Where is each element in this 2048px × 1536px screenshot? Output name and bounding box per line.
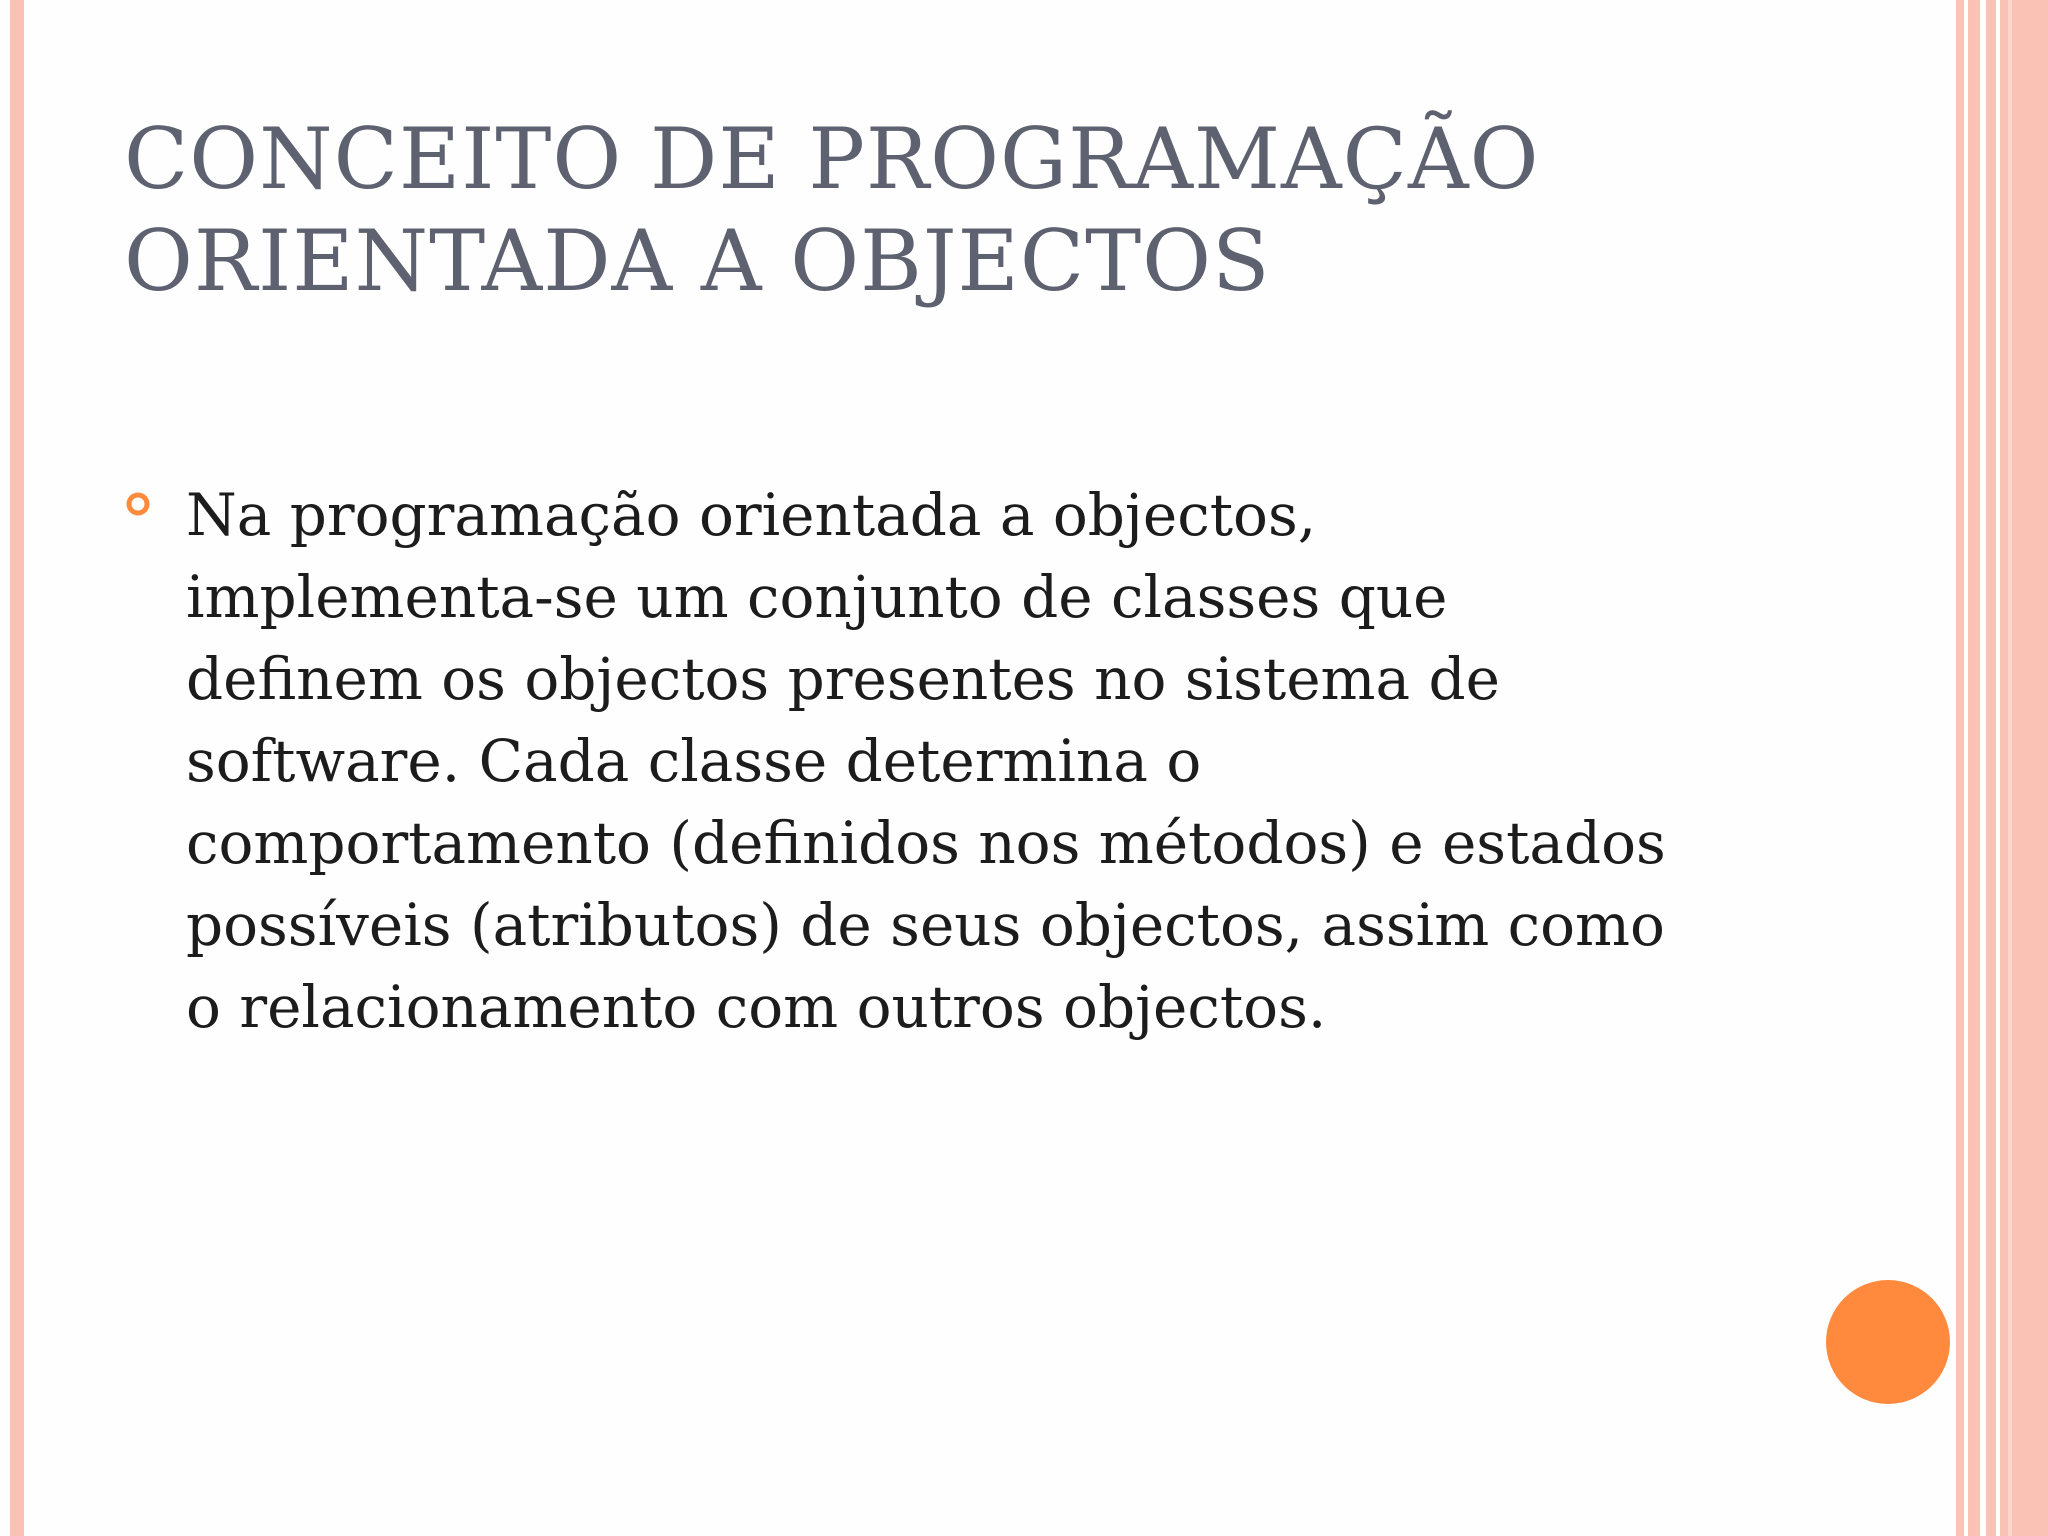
- left-border-stripe: [10, 0, 24, 1536]
- slide-title: [124, 108, 1884, 312]
- right-border-stripe: [1986, 0, 1996, 1536]
- slide-title-line: CONCEITO DE PROGRAMAÇÃO: [124, 110, 1540, 208]
- decorative-orange-circle: [1826, 1280, 1950, 1404]
- right-border-stripe: [1956, 0, 1964, 1536]
- bullet-text-line: possíveis (atributos) de seus objectos, assim como: [186, 891, 1665, 959]
- bullet-text-line: definem os objectos presentes no sistema de: [186, 645, 1500, 713]
- bullet-text-line: comportamento (definidos nos métodos) e estados: [186, 809, 1666, 877]
- bullet-text: [186, 474, 1824, 1048]
- ring-bullet-icon: [126, 492, 150, 516]
- bullet-text-line: software. Cada classe determina o: [186, 727, 1202, 795]
- bullet-text-line: Na programação orientada a objectos,: [186, 481, 1317, 549]
- right-border-stripe: [1968, 0, 1980, 1536]
- bullet-text-line: implementa-se um conjunto de classes que: [186, 563, 1448, 631]
- bullet-item: [124, 474, 1824, 1048]
- bullet-text-line: o relacionamento com outros objectos.: [186, 973, 1327, 1041]
- slide-title-line: ORIENTADA A OBJECTOS: [124, 212, 1271, 310]
- right-border-stripe-line: [2008, 0, 2012, 1536]
